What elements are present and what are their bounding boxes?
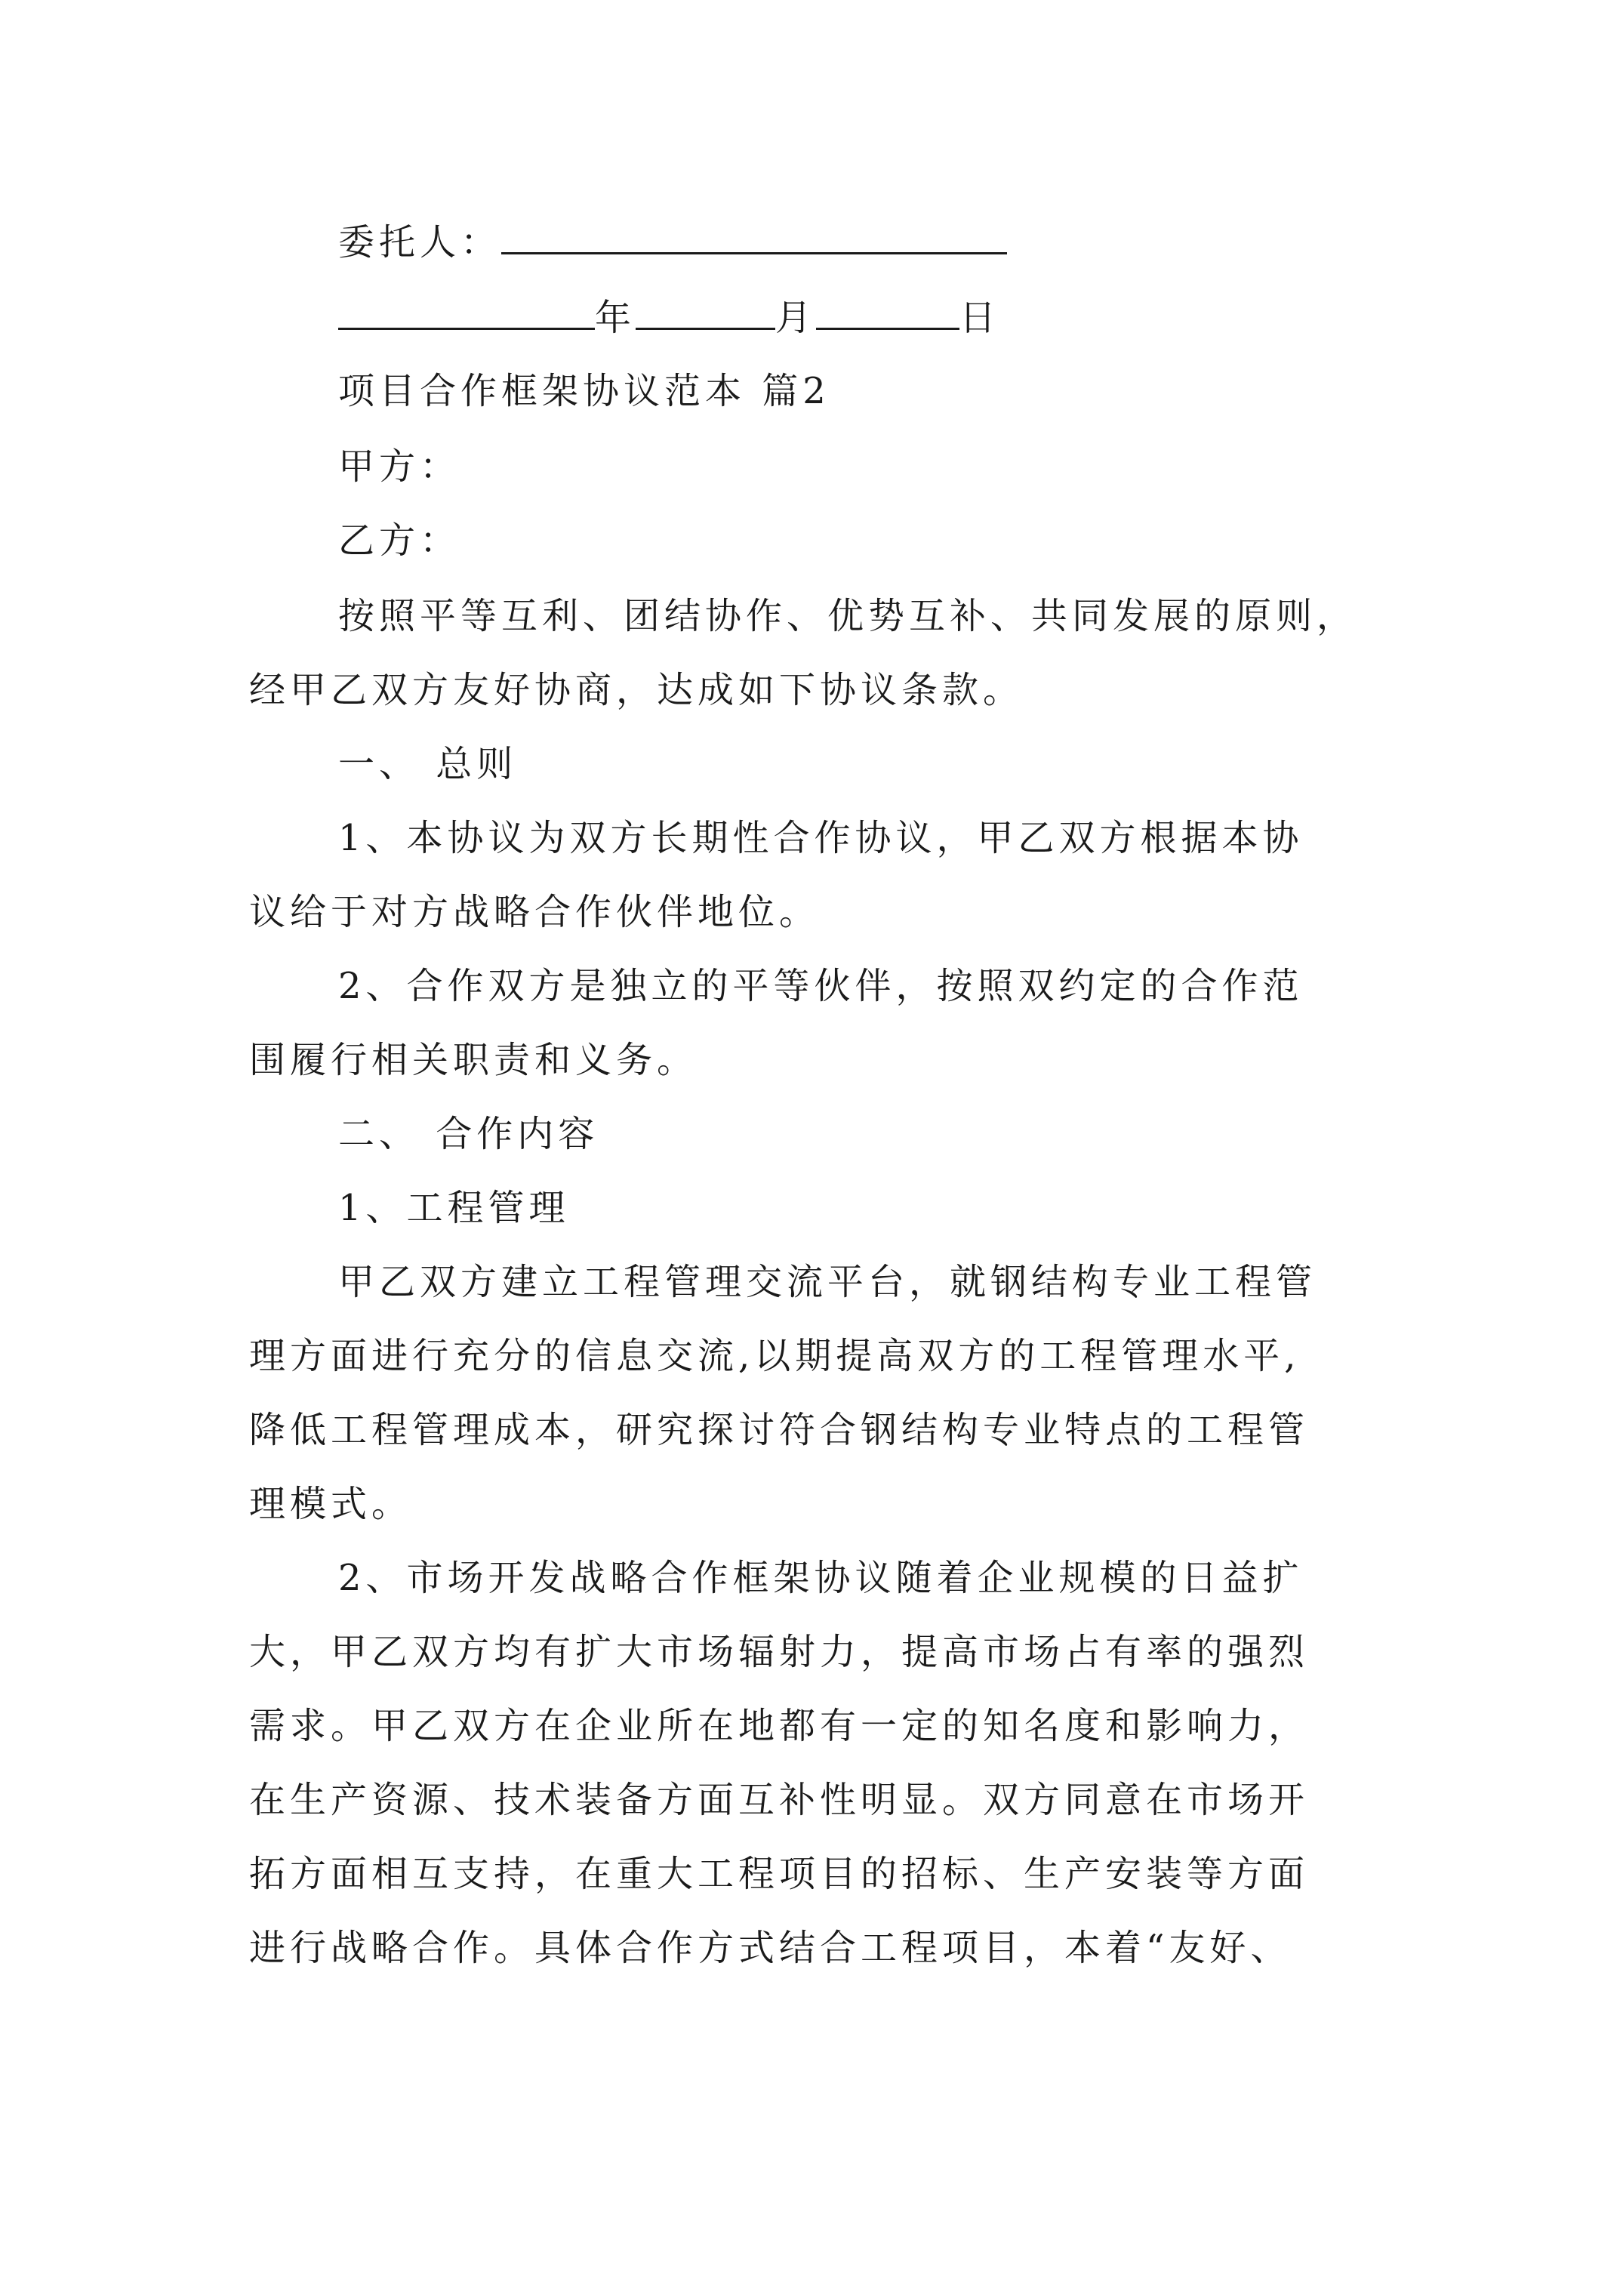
party-a: 甲方：	[338, 445, 461, 488]
principal-label: 委托人：	[338, 221, 502, 264]
principal-line	[338, 219, 1007, 265]
paragraph-line: 议给于对方战略合作伙伴地位。	[249, 891, 821, 933]
paragraph-line: 拓方面相互支持，在重大工程项目的招标、生产安装等方面	[249, 1853, 1310, 1895]
date-line	[338, 294, 1000, 341]
paragraph-line: 进行战略合作。具体合作方式结合工程项目，本着“友好、	[249, 1927, 1292, 1969]
paragraph-line: 在生产资源、技术装备方面互补性明显。双方同意在市场开	[249, 1779, 1310, 1821]
party-b: 乙方：	[338, 519, 461, 562]
month-blank	[636, 294, 775, 330]
paragraph-line: 降低工程管理成本，研究探讨符合钢结构专业特点的工程管	[249, 1409, 1310, 1451]
paragraph-line: 1、本协议为双方长期性合作协议，甲乙双方根据本协	[338, 817, 1304, 859]
paragraph-line: 大，甲乙双方均有扩大市场辐射力，提高市场占有率的强烈	[249, 1631, 1310, 1673]
day-blank	[816, 294, 959, 330]
paragraph-line: 甲乙双方建立工程管理交流平台，就钢结构专业工程管	[338, 1261, 1317, 1303]
paragraph-line: 经甲乙双方友好协商，达成如下协议条款。	[249, 669, 1024, 711]
month-label: 月	[775, 297, 817, 339]
paragraph-line: 2、合作双方是独立的平等伙伴，按照双约定的合作范	[338, 965, 1304, 1007]
year-label: 年	[595, 297, 636, 339]
paragraph-line: 2、市场开发战略合作框架协议随着企业规模的日益扩	[338, 1557, 1304, 1599]
year-blank	[338, 294, 595, 330]
paragraph-line: 需求。甲乙双方在企业所在地都有一定的知名度和影响力，	[249, 1705, 1310, 1747]
subheading-engineering: 1、工程管理	[338, 1187, 570, 1229]
principal-blank	[501, 219, 1007, 254]
paragraph-line: 围履行相关职责和义务。	[249, 1039, 698, 1081]
heading-general: 一、 总则	[338, 743, 518, 785]
paragraph-line: 按照平等互利、团结协作、优势互补、共同发展的原则，	[338, 595, 1358, 637]
paragraph-line: 理模式。	[249, 1483, 413, 1525]
heading-cooperation: 二、 合作内容	[338, 1113, 599, 1155]
paragraph-line: 理方面进行充分的信息交流,以期提高双方的工程管理水平,	[249, 1335, 1301, 1377]
day-label: 日	[959, 297, 1001, 339]
section-title: 项目合作框架协议范本 篇2	[338, 370, 830, 412]
